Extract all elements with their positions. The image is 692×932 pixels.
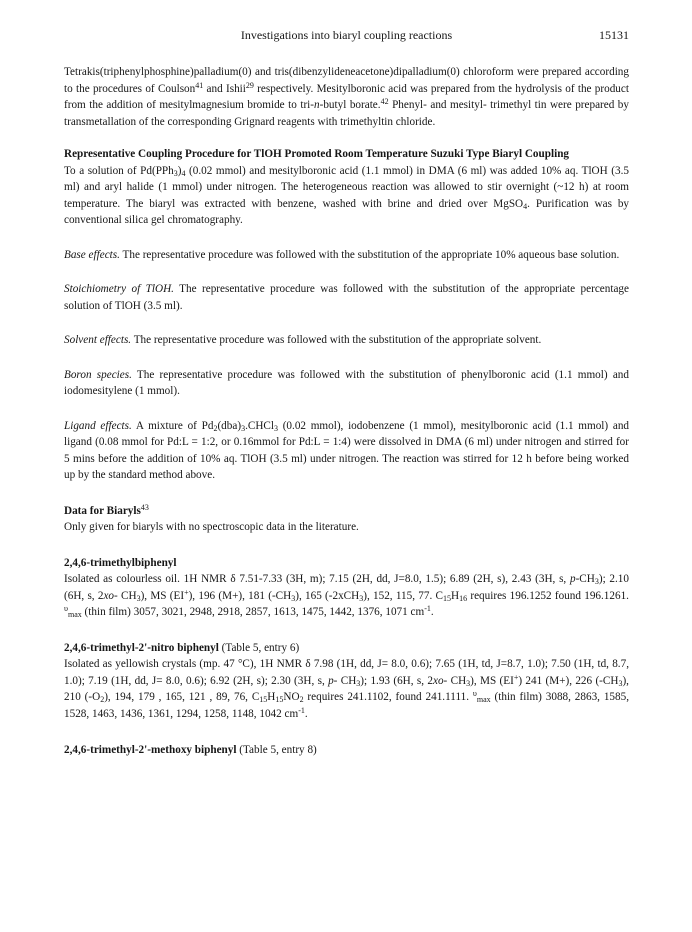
running-header (64, 28, 629, 44)
reference-29[interactable]: 29 (245, 80, 254, 90)
reference-41[interactable]: 41 (195, 80, 204, 90)
compound-2-heading (64, 640, 629, 657)
compound-3-table-ref: (Table 5, entry 8) (236, 744, 317, 756)
page-number: 15131 (599, 28, 629, 42)
ligand-effects-paragraph: Ligand effects. A mixture of $Pd_2(dba)_3.CHCl_3$ (0.02 mmol), iodobenzene (1 mmol), mesitylboronic acid (1.1 mmol) and ligand (0.08 mmol for Pd:L = 1:2, or 0.16mmol for Pd:L = 1:4) were dissolved in DMA (6 ml) under nitrogen and stirred for 5 mins before the addition of 10% aq. TlOH (3.5 ml) under nitrogen. The reaction was stirred for 12 h before being worked up by the standard method above. (64, 419, 630, 481)
stoichiometry-label: Stoichiometry of TlOH. (64, 283, 174, 295)
body-text (64, 64, 629, 759)
compound-2-name: 2,4,6-trimethyl-2'-nitro biphenyl (64, 641, 219, 654)
procedure-paragraph: To a solution of $Pd(PPh_3)_4$ (0.02 mmol) and mesitylboronic acid (1.1 mmol) in DMA (6 ml) was added 10% aq. TlOH (3.5 ml) and aryl halide (1 mmol) under nitrogen. The heterogeneous reaction was allowed to stir overnight (~12 h) at room temperature. The biaryl was extracted with benzene, washed with brine and dried over MgSO$_4$. Purification was by conventional silica gel chromatography. (64, 164, 630, 226)
procedure-heading: Representative Coupling Procedure for TlOH Promoted Room Temperature Suzuki Type Biaryl Coupling (64, 148, 570, 160)
data-note: Only given for biaryls with no spectroscopic data in the literature. (64, 521, 359, 533)
data-for-biaryls-heading: Data for Biaryls$^{43}$ (64, 502, 149, 517)
compound-2-data: Isolated as yellowish crystals (mp. 47 °C), 1H NMR δ 7.98 (1H, dd, J= 8.0, 0.6); 7.65 (1H, td, J=8.7, 1.0); 7.50 (1H, td, 8.7, 1.0); 7.19 (1H, dd, J= 8.0, 0.6); 6.92 (2H, s); 2.30 (3H, s, p- $CH_3$); 1.93 (6H, s, 2xo- $CH_3$), MS (EI+) 241 (M+), 226 $(-CH_3)$, 210 $(-O_2)$, 194, 179 , 165, 121 , 89, 76, $C_{15}H_{15}NO_2$ requires 241.1102, found 241.1111. $^\upsilon_{max}$ (thin film) 3088, 2863, 1585, 1528, 1463, 1436, 1361, 1294, 1258, 1148, 1042 $cm^{-1}$. (64, 658, 630, 720)
reference-43[interactable]: 43 (140, 502, 149, 512)
boron-species-paragraph: Boron species. The representative procedure was followed with the substitution of phenylboronic acid (1.1 mmol) and iodomesitylene (1 mmol). (64, 368, 629, 397)
boron-species-label: Boron species. (64, 368, 132, 381)
compound-3-name: 2,4,6-trimethyl-2'-methoxy biphenyl (64, 744, 237, 756)
compound-3-heading (64, 742, 629, 759)
compound-2-table-ref: (Table 5, entry 6) (218, 641, 300, 654)
reference-42[interactable]: 42 (380, 97, 389, 106)
compound-1-data: Isolated as colourless oil. 1H NMR δ 7.51-7.33 (3H, m); 7.15 (2H, dd, J=8.0, 1.5); 6.89 (2H, s), 2.43 (3H, s, $p-CH_3$); 2.10 (6H, s, 2xo- $CH_3$), MS (EI+), 196 (M+), 181 $(-CH_3)$, 165 (-2xCH$_3$), 152, 115, 77. $C_{15}H_{16}$ requires 196.1252 found 196.1261. $^\upsilon_{max}$ (thin film) 3057, 3021, 2948, 2918, 2857, 1613, 1475, 1442, 1376, 1071 $cm^{-1}$. (64, 573, 629, 619)
base-effects-paragraph: Base effects. The representative procedure was followed with the substitution of the appropriate 10% aqueous base solution. (64, 248, 620, 261)
solvent-effects-paragraph: Solvent effects. The representative procedure was followed with the substitution of the appropriate solvent. (64, 334, 542, 346)
solvent-effects-label: Solvent effects. (64, 334, 132, 346)
base-effects-label: Base effects. (64, 248, 120, 261)
stoichiometry-paragraph: Stoichiometry of TlOH. The representative procedure was followed with the substitution of the appropriate percentage solution of TlOH (3.5 ml). (64, 283, 629, 312)
compound-1-name: 2,4,6-trimethylbiphenyl (64, 556, 177, 569)
running-title: Investigations into biaryl coupling reactions (240, 28, 453, 42)
ligand-effects-label: Ligand effects. (64, 419, 132, 432)
intro-paragraph: Tetrakis(triphenylphosphine)palladium(0) and tris(dibenzylideneacetone)dipalladium(0) chloroform were prepared according to the procedures of Coulson$^{41}$ and Ishii$^{29}$ respectively. Mesitylboronic acid was prepared from the hydrolysis of the product from the addition of mesitylmagnesium bromide to tri-n-butyl borate.$^{42}$ Phenyl- and mesityl- trimethyl tin were prepared by transmetallation of the corresponding Grignard reagents with trimethyltin chloride. (64, 66, 629, 128)
